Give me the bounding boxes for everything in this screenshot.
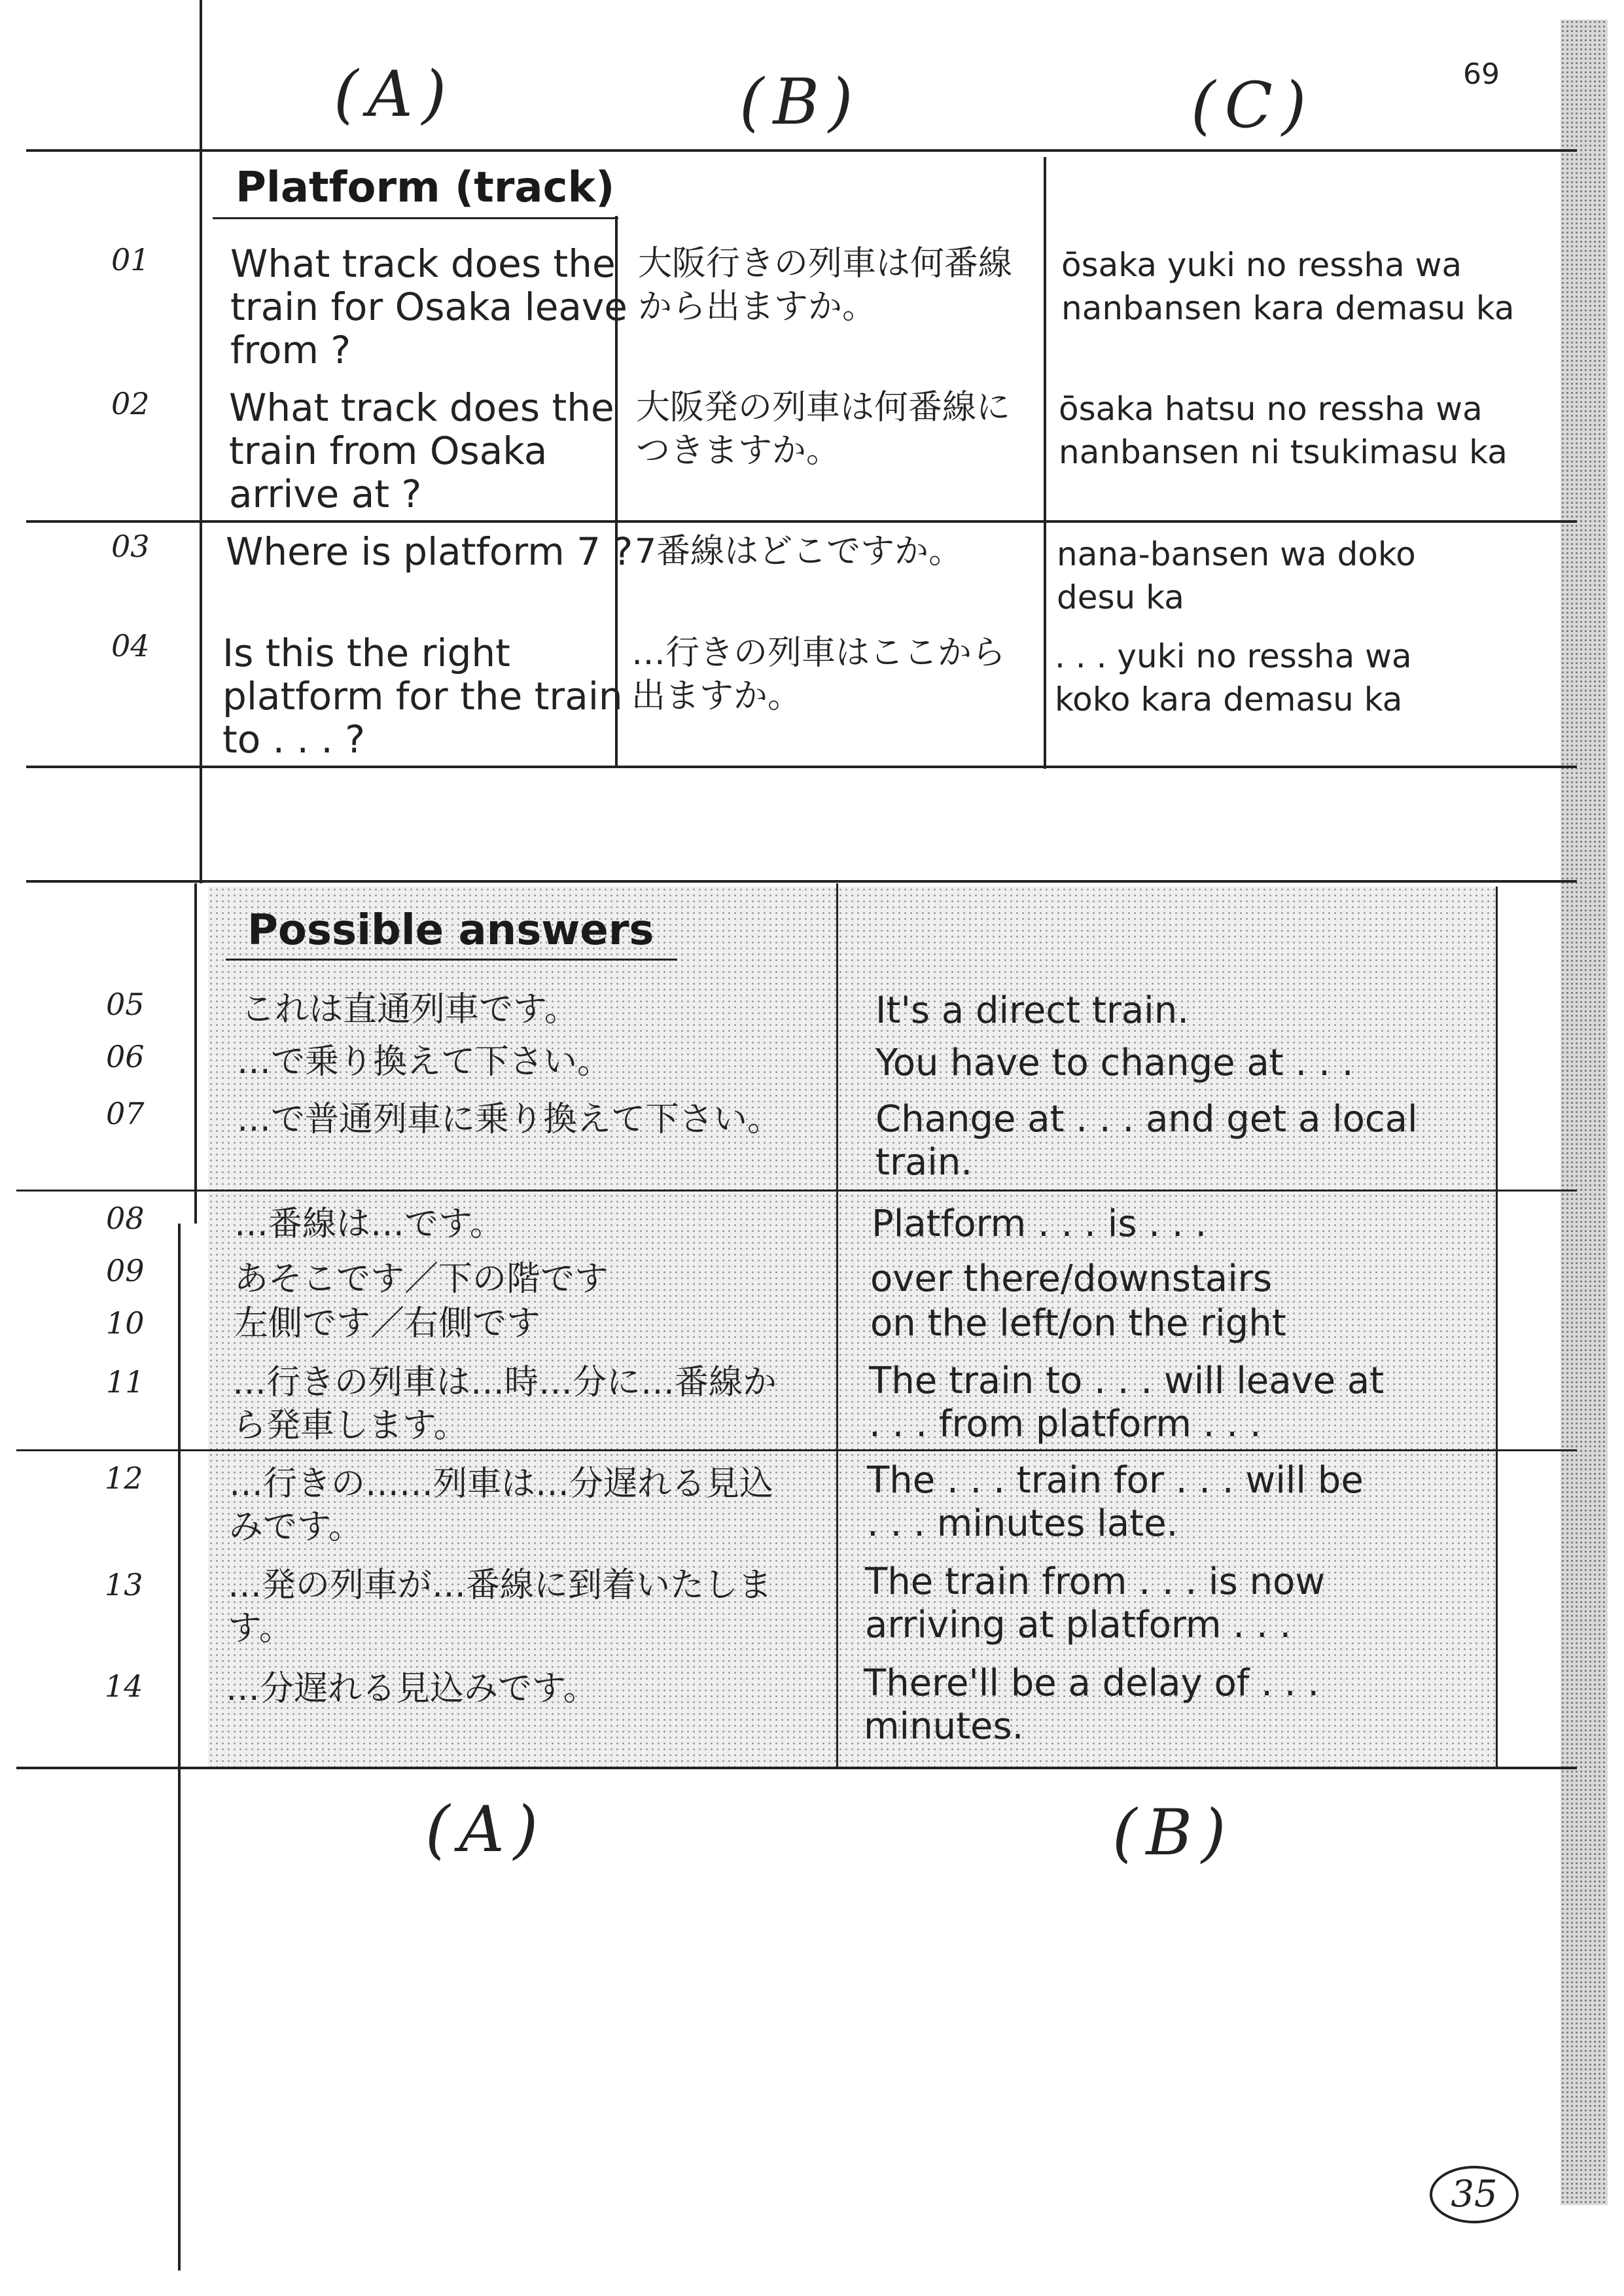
answers-box-right-edge (1496, 887, 1498, 1767)
rule-row-03 (26, 520, 1577, 523)
row-english: What track does the train from Osaka arrive at ? (229, 385, 614, 516)
row-english: Is this the right platform for the train to . . . ? (222, 631, 623, 762)
rule-answers-start (26, 880, 1577, 883)
row-japanese: 大阪発の列車は何番線に つきますか。 (636, 388, 1011, 470)
answer-english: on the left/on the right (870, 1302, 1286, 1345)
row-number: 01 (111, 242, 150, 277)
column-header-c: (C) (1191, 69, 1316, 142)
answer-japanese: …で普通列車に乗り換えて下さい。 (237, 1100, 782, 1139)
title-underline (213, 217, 618, 219)
rule-header (26, 149, 1577, 152)
answer-japanese: …分遅れる見込みです。 (226, 1669, 597, 1708)
rule-section-end (26, 766, 1577, 768)
answer-number: 07 (106, 1096, 145, 1131)
answer-english: There'll be a delay of . . . minutes. (864, 1662, 1320, 1748)
answer-number: 12 (105, 1460, 143, 1496)
answer-english: It's a direct train. (875, 989, 1190, 1032)
row-number: 04 (111, 628, 150, 663)
answer-japanese: これは直通列車です。 (241, 990, 578, 1029)
row-number: 03 (111, 529, 150, 564)
answers-title: Possible answers (247, 906, 654, 955)
bottom-header-b: (B) (1112, 1796, 1235, 1869)
row-number: 02 (111, 386, 150, 421)
margin-line-upper (200, 0, 202, 883)
page-badge: 35 (1430, 2166, 1519, 2223)
row-romaji: ōsaka yuki no ressha wa nanbansen kara demasu ka (1061, 246, 1515, 327)
section-title: Platform (track) (236, 164, 615, 212)
row-japanese: 7番線はどこですか。 (635, 532, 963, 571)
answer-japanese: …発の列車が…番線に到着いたしま す。 (228, 1566, 773, 1648)
answer-japanese: …で乗り換えて下さい。 (237, 1042, 612, 1082)
rule-answers-end (16, 1767, 1577, 1769)
answer-japanese: 左側です／右側です (234, 1304, 541, 1343)
row-romaji: ōsaka hatsu no ressha wa nanbansen ni tsukimasu ka (1059, 390, 1508, 471)
answer-english: Platform . . . is . . . (872, 1203, 1207, 1245)
answer-number: 09 (106, 1253, 145, 1288)
column-header-a: (A) (334, 58, 456, 131)
row-english: What track does the train for Osaka leave from ? (230, 241, 627, 372)
answer-japanese: あそこです／下の階です (234, 1260, 609, 1299)
answer-english: The . . . train for . . . will be . . . minutes late. (867, 1459, 1364, 1545)
row-romaji: nana-bansen wa doko desu ka (1057, 535, 1416, 616)
answers-rule-1 (16, 1190, 1577, 1192)
answer-english: over there/downstairs (870, 1258, 1273, 1300)
divider-c (1044, 157, 1046, 769)
answer-number: 08 (106, 1201, 145, 1236)
column-header-b: (B) (739, 65, 862, 139)
answer-number: 10 (106, 1305, 145, 1341)
row-english: Where is platform 7 ? (226, 529, 633, 574)
answer-number: 05 (106, 987, 145, 1022)
answer-english: The train from . . . is now arriving at platform . . . (865, 1561, 1326, 1646)
answer-number: 11 (106, 1364, 145, 1400)
answer-number: 06 (106, 1039, 145, 1074)
page-number: 69 (1463, 58, 1500, 91)
answers-rule-2 (16, 1449, 1577, 1451)
answer-english: Change at . . . and get a local train. (875, 1098, 1418, 1184)
answers-title-underline (226, 959, 677, 961)
answer-japanese: …行きの列車は…時…分に…番線か ら発車します。 (232, 1363, 777, 1445)
margin-line-bottom (178, 1224, 181, 2270)
row-japanese: …行きの列車はここから 出ますか。 (631, 633, 1006, 716)
row-japanese: 大阪行きの列車は何番線 から出ますか。 (638, 244, 1013, 327)
answer-number: 13 (105, 1567, 143, 1602)
bottom-header-a: (A) (425, 1793, 548, 1866)
row-romaji: . . . yuki no ressha wa koko kara demasu ka (1055, 637, 1412, 718)
answers-divider (836, 883, 838, 1767)
answer-english: The train to . . . will leave at . . . from platform . . . (869, 1360, 1385, 1445)
answer-number: 14 (105, 1669, 143, 1704)
margin-line-lower (194, 883, 197, 1224)
answer-japanese: …番線は…です。 (234, 1205, 504, 1244)
answer-japanese: …行きの……列車は…分遅れる見込 みです。 (229, 1464, 774, 1547)
answer-english: You have to change at . . . (875, 1042, 1354, 1084)
scan-edge-strip (1561, 20, 1608, 2205)
